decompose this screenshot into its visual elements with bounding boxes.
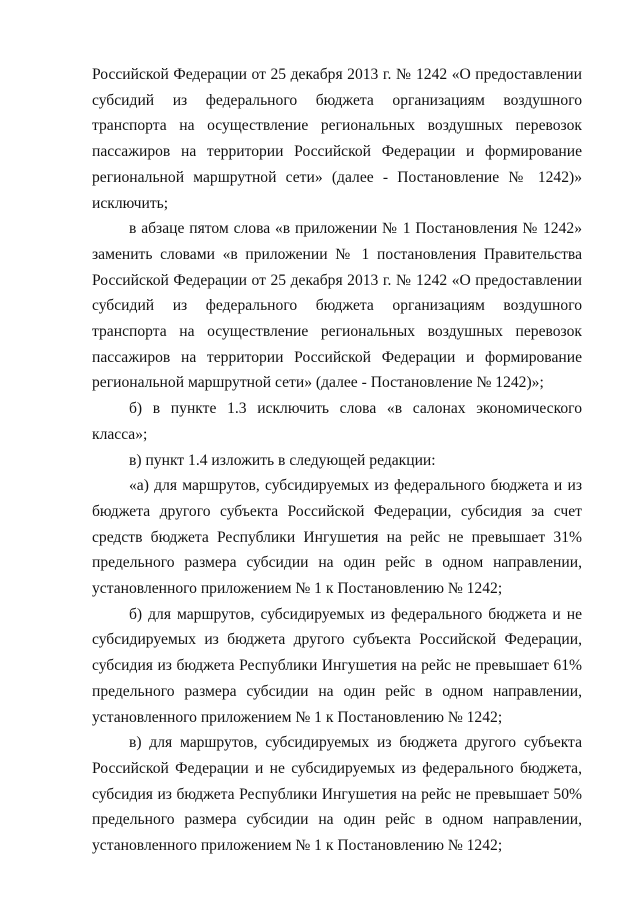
paragraph-subitem-a-31-percent: «а) для маршрутов, субсидируемых из федерального бюджета и из бюджета другого субъекта Российской Федерации, субсидия за счет средств бюджета Республики Ингушетия на рейс не превышает 31% предельного размера субсидии на один рейс в одном направлении, установленного приложением № 1 к Постановлению № 1242; bbox=[92, 477, 582, 598]
paragraph-item-v-clause-1-4: в) пункт 1.4 изложить в следующей редакции: bbox=[129, 451, 436, 469]
paragraph-item-b-clause-1-3: б) в пункте 1.3 исключить слова «в салонах экономического класса»; bbox=[92, 400, 582, 443]
paragraph-subitem-v-50-percent: в) для маршрутов, субсидируемых из бюджета другого субъекта Российской Федерации и не субсидируемых из федерального бюджета, субсидия из бюджета Республики Ингушетия на рейс не превышает 50% предельного размера субсидии на один рейс в одном направлении, установленного приложением № 1 к Постановлению № 1242; bbox=[92, 734, 582, 855]
paragraph-resolution-reference-end: Российской Федерации от 25 декабря 2013 г. № 1242 «О предоставлении субсидий из федерального бюджета организациям воздушного транспорта на осуществление региональных воздушных перевозок пассажиров на территории Российской Федерации и формирование региональной маршрутной сети» (далее - Постановление № 1242)» исключить; bbox=[92, 66, 582, 212]
paragraph-subitem-b-61-percent: б) для маршрутов, субсидируемых из федерального бюджета и не субсидируемых из бюджета другого субъекта Российской Федерации, субсидия из бюджета Республики Ингушетия на рейс не превышает 61% предельного размера субсидии на один рейс в одном направлении, установленного приложением № 1 к Постановлению № 1242; bbox=[92, 605, 582, 726]
document-body bbox=[92, 62, 582, 859]
paragraph-fifth-subparagraph-replacement: в абзаце пятом слова «в приложении № 1 Постановления № 1242» заменить словами «в приложении № 1 постановления Правительства Российской Федерации от 25 декабря 2013 г. № 1242 «О предоставлении субсидий из федерального бюджета организациям воздушного транспорта на осуществление региональных воздушных перевозок пассажиров на территории Российской Федерации и формирование региональной маршрутной сети» (далее - Постановление № 1242)»; bbox=[92, 220, 582, 392]
